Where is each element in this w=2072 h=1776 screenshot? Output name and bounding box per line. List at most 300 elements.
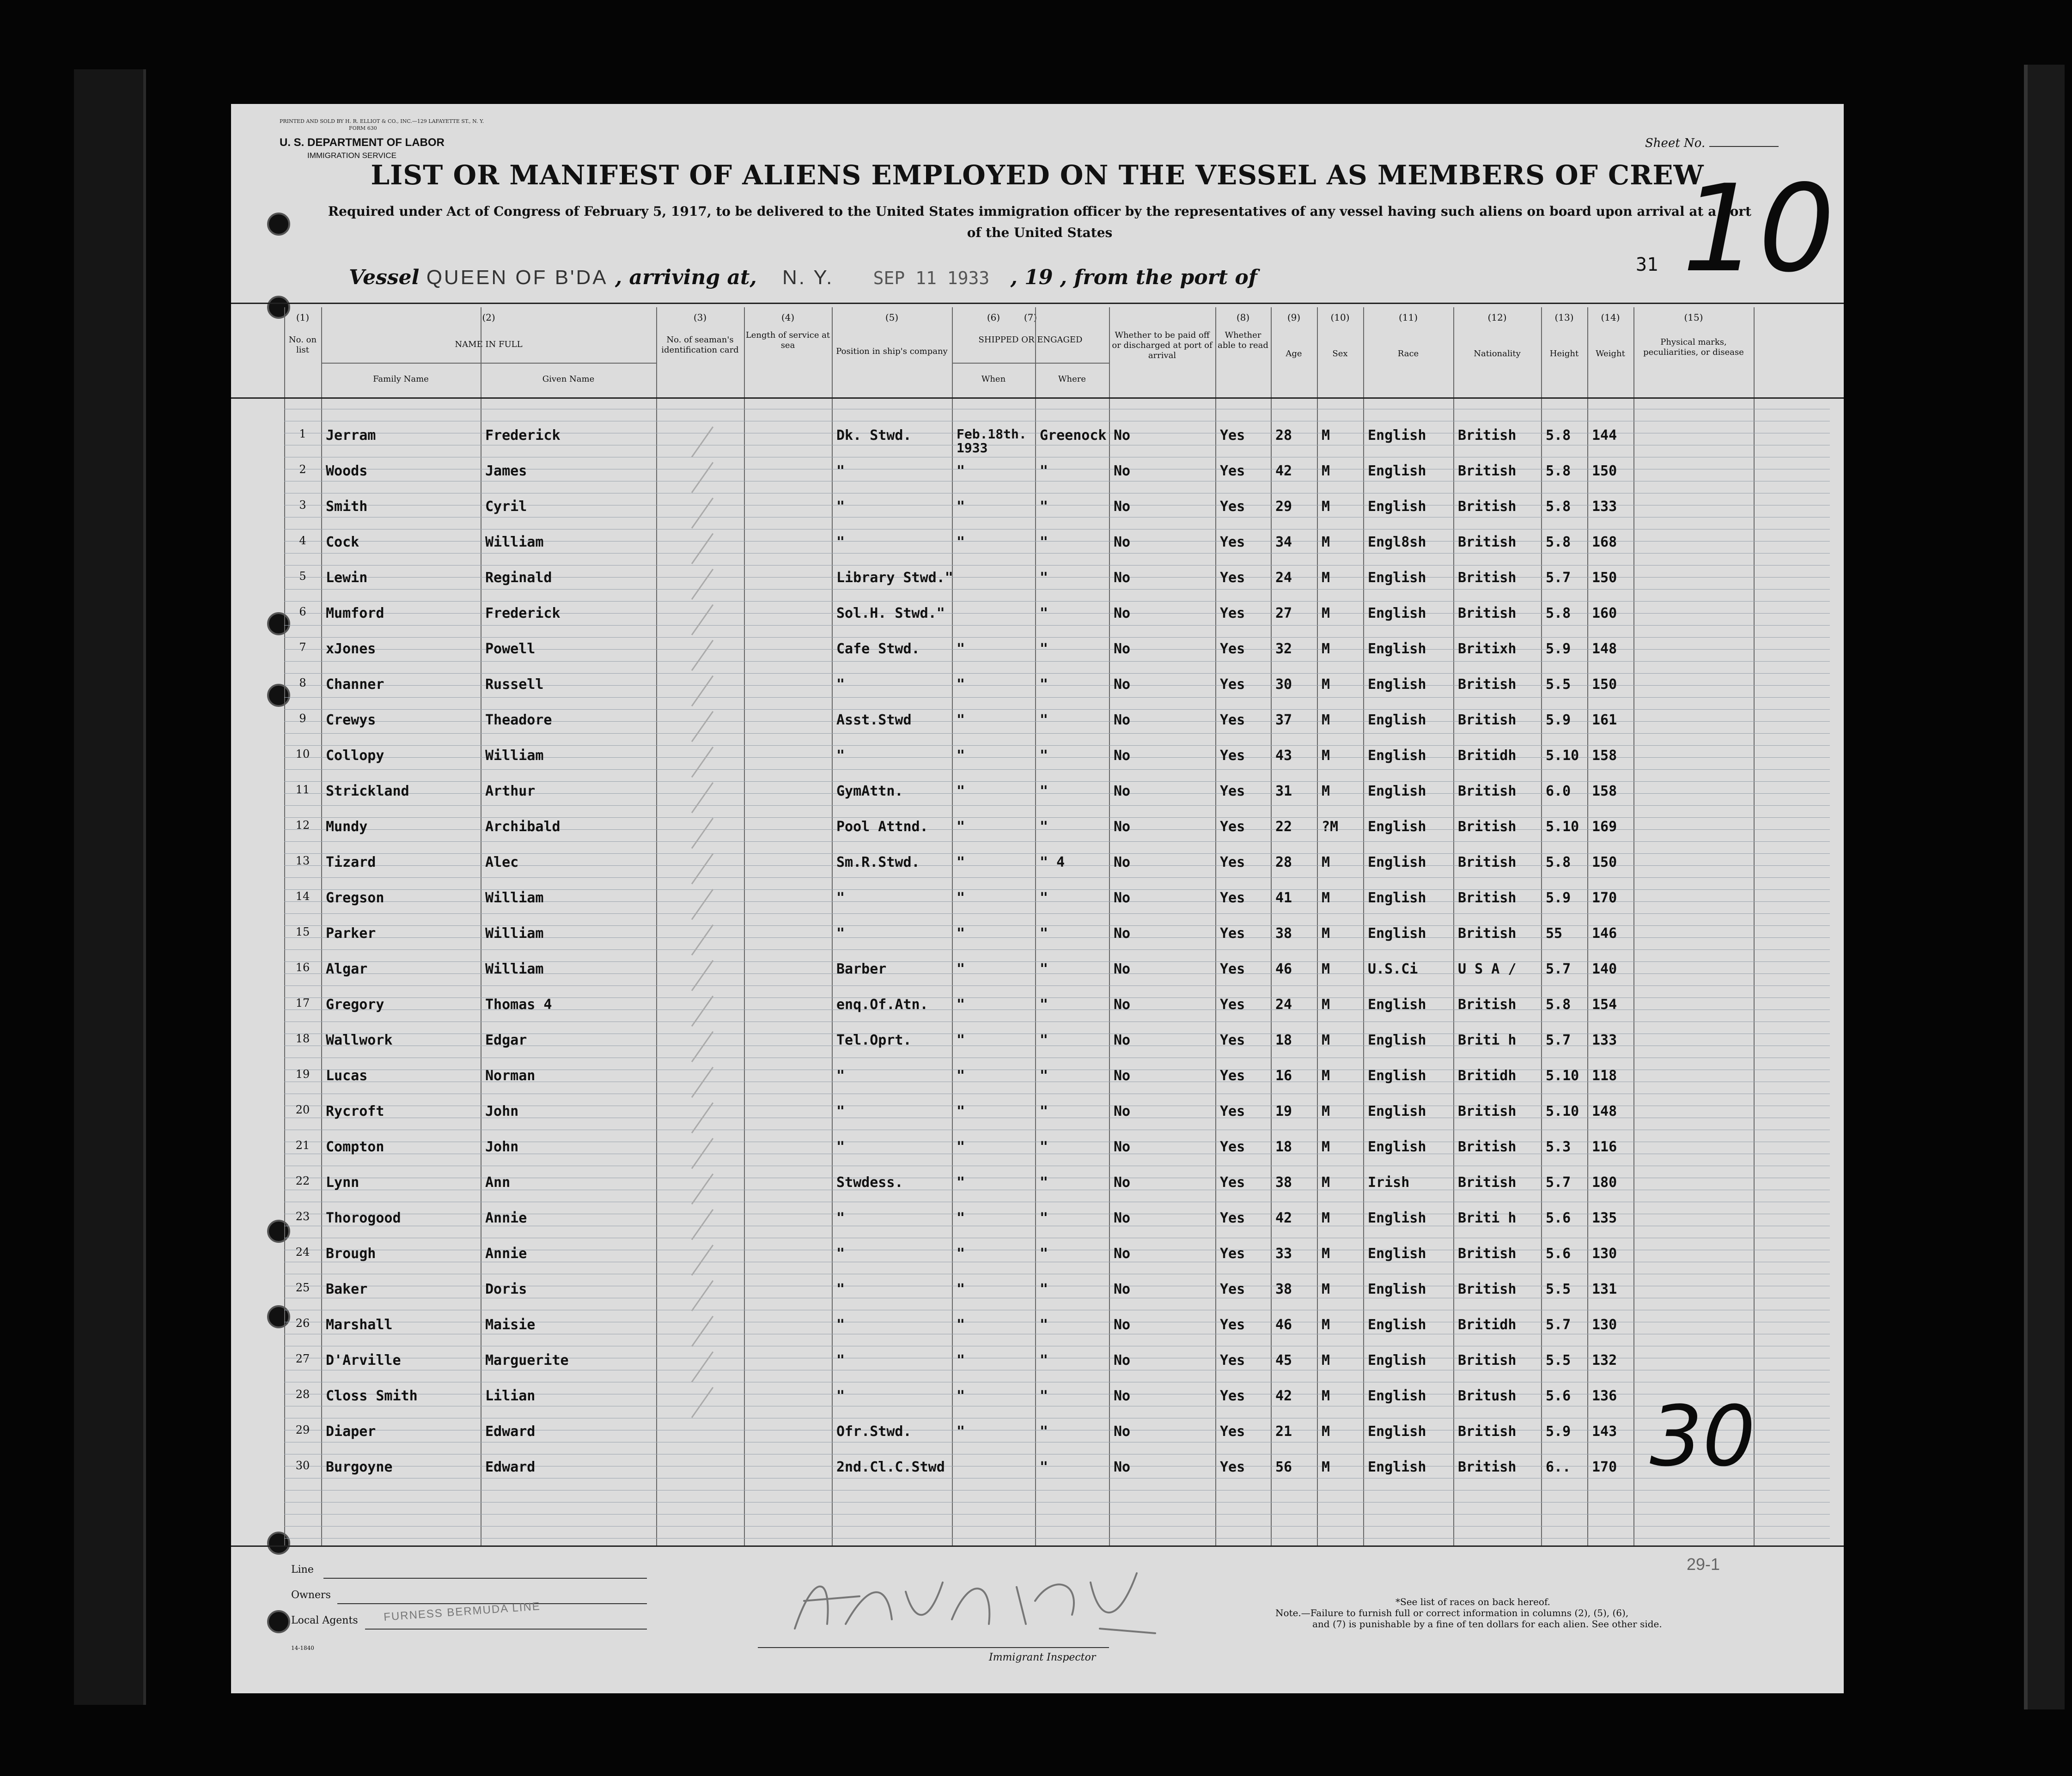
table-row xyxy=(231,1032,1844,1068)
header-no-on-list: No. on list xyxy=(288,335,317,355)
cell-given-name: Theadore xyxy=(485,712,552,728)
punch-hole xyxy=(267,1532,290,1555)
cell-read: Yes xyxy=(1220,570,1245,586)
punch-hole xyxy=(267,1610,290,1633)
cell-paid-off: No xyxy=(1114,1459,1131,1475)
cell-given-name: William xyxy=(485,534,544,550)
cell-paid-off: No xyxy=(1114,1423,1131,1440)
cell-family-name: Mundy xyxy=(326,819,368,835)
cell-age: 42 xyxy=(1275,1210,1292,1226)
column-number: (13) xyxy=(1554,312,1574,323)
corner-mark: 29-1 xyxy=(1687,1555,1720,1574)
column-number: (4) xyxy=(781,312,795,323)
inspector-signature xyxy=(776,1555,1192,1647)
cell-no: 2 xyxy=(299,463,306,476)
table-row xyxy=(231,1423,1844,1459)
cell-sex: M xyxy=(1322,427,1330,444)
arrival-port: N. Y. xyxy=(782,266,834,289)
cell-where: " xyxy=(1040,676,1048,693)
cell-family-name: Jerram xyxy=(326,427,376,444)
cell-height: 5.9 xyxy=(1546,641,1571,657)
cell-height: 5.9 xyxy=(1546,1423,1571,1440)
cell-where: " xyxy=(1040,712,1048,728)
cell-read: Yes xyxy=(1220,712,1245,728)
cell-no: 26 xyxy=(295,1317,310,1330)
footer-note-penalty-cont: and (7) is punishable by a fine of ten dollars for each alien. See other side. xyxy=(1312,1618,1662,1630)
cell-position: enq.Of.Atn. xyxy=(836,997,928,1013)
cell-given-name: Annie xyxy=(485,1246,527,1262)
cell-read: Yes xyxy=(1220,819,1245,835)
handwritten-total: 30 xyxy=(1650,1388,1756,1485)
table-row xyxy=(231,1139,1844,1174)
cell-height: 5.8 xyxy=(1546,534,1571,550)
cell-weight: 168 xyxy=(1592,534,1617,550)
cell-family-name: Woods xyxy=(326,463,368,479)
cell-weight: 158 xyxy=(1592,783,1617,799)
cell-when: " xyxy=(957,1174,965,1191)
cell-age: 30 xyxy=(1275,676,1292,693)
cell-where: " xyxy=(1040,961,1048,977)
cell-position: " xyxy=(836,1210,845,1226)
cell-sex: M xyxy=(1322,1139,1330,1155)
cell-family-name: Cock xyxy=(326,534,360,550)
table-row xyxy=(231,1388,1844,1423)
cell-paid-off: No xyxy=(1114,534,1131,550)
cell-nationality: British xyxy=(1458,1281,1517,1297)
cell-height: 5.7 xyxy=(1546,570,1571,586)
cell-where: Greenock xyxy=(1040,427,1107,444)
cell-nationality: Britidh xyxy=(1458,1317,1517,1333)
cell-paid-off: No xyxy=(1114,1139,1131,1155)
header-paid-off: Whether to be paid off or discharged at port of arrival xyxy=(1112,330,1213,360)
cell-given-name: Edward xyxy=(485,1459,536,1475)
cell-given-name: Edgar xyxy=(485,1032,527,1048)
cell-sex: M xyxy=(1322,605,1330,621)
cell-read: Yes xyxy=(1220,463,1245,479)
cell-nationality: Britidh xyxy=(1458,1068,1517,1084)
cell-position: " xyxy=(836,463,845,479)
cell-when: " xyxy=(957,1317,965,1333)
cell-given-name: Annie xyxy=(485,1210,527,1226)
cell-read: Yes xyxy=(1220,534,1245,550)
table-row xyxy=(231,1174,1844,1210)
cell-nationality: British xyxy=(1458,499,1517,515)
cell-read: Yes xyxy=(1220,961,1245,977)
cell-family-name: Tizard xyxy=(326,854,376,870)
cell-when: " xyxy=(957,1352,965,1368)
cell-family-name: D'Arville xyxy=(326,1352,401,1368)
cell-weight: 118 xyxy=(1592,1068,1617,1084)
cell-paid-off: No xyxy=(1114,1174,1131,1191)
department-name: U. S. DEPARTMENT OF LABOR xyxy=(280,136,445,149)
cell-height: 5.6 xyxy=(1546,1388,1571,1404)
cell-position: " xyxy=(836,748,845,764)
line-label: Line xyxy=(291,1564,314,1575)
column-number: (7) xyxy=(1024,312,1037,323)
form-number: FORM 630 xyxy=(349,125,377,131)
cell-read: Yes xyxy=(1220,1032,1245,1048)
cell-weight: 170 xyxy=(1592,890,1617,906)
cell-age: 24 xyxy=(1275,570,1292,586)
cell-where: " xyxy=(1040,890,1048,906)
sheet-number-label: Sheet No. xyxy=(1645,136,1706,150)
cell-where: " xyxy=(1040,605,1048,621)
cell-where: " xyxy=(1040,1281,1048,1297)
vessel-name: QUEEN OF B'DA xyxy=(426,266,608,289)
cell-read: Yes xyxy=(1220,499,1245,515)
cell-sex: M xyxy=(1322,1032,1330,1048)
cell-nationality: U S A / xyxy=(1458,961,1517,977)
cell-sex: M xyxy=(1322,1103,1330,1119)
cell-race: English xyxy=(1368,1068,1426,1084)
cell-position: " xyxy=(836,1246,845,1262)
cell-when: " xyxy=(957,961,965,977)
cell-where: " xyxy=(1040,1423,1048,1440)
header-age: Age xyxy=(1286,349,1302,359)
cell-family-name: Thorogood xyxy=(326,1210,401,1226)
cell-no: 4 xyxy=(299,534,306,547)
cell-no: 6 xyxy=(299,605,306,618)
table-row xyxy=(231,1281,1844,1317)
cell-age: 28 xyxy=(1275,854,1292,870)
column-number: (2) xyxy=(482,312,495,323)
cell-sex: M xyxy=(1322,463,1330,479)
cell-height: 5.6 xyxy=(1546,1246,1571,1262)
cell-position: Stwdess. xyxy=(836,1174,903,1191)
cell-paid-off: No xyxy=(1114,925,1131,942)
cell-position: GymAttn. xyxy=(836,783,903,799)
cell-paid-off: No xyxy=(1114,1210,1131,1226)
cell-given-name: Doris xyxy=(485,1281,527,1297)
cell-given-name: Marguerite xyxy=(485,1352,569,1368)
column-number: (3) xyxy=(693,312,707,323)
cell-height: 5.10 xyxy=(1546,1103,1579,1119)
cell-position: " xyxy=(836,1352,845,1368)
header-given-name: Given Name xyxy=(542,374,595,384)
cell-read: Yes xyxy=(1220,1068,1245,1084)
cell-no: 15 xyxy=(295,925,310,938)
cell-weight: 136 xyxy=(1592,1388,1617,1404)
cell-when: " xyxy=(957,854,965,870)
table-row xyxy=(231,1246,1844,1281)
cell-race: English xyxy=(1368,712,1426,728)
cell-given-name: John xyxy=(485,1139,519,1155)
cell-no: 5 xyxy=(299,570,306,583)
cell-sex: M xyxy=(1322,1459,1330,1475)
handwritten-sheet-number: 10 xyxy=(1682,159,1835,299)
cell-read: Yes xyxy=(1220,925,1245,942)
table-row xyxy=(231,570,1844,605)
cell-read: Yes xyxy=(1220,890,1245,906)
cell-no: 20 xyxy=(295,1103,310,1116)
cell-position: " xyxy=(836,890,845,906)
cell-age: 28 xyxy=(1275,427,1292,444)
cell-race: English xyxy=(1368,427,1426,444)
cell-no: 7 xyxy=(299,641,306,654)
cell-when: " xyxy=(957,1246,965,1262)
cell-height: 5.5 xyxy=(1546,1281,1571,1297)
cell-position: Sol.H. Stwd." xyxy=(836,605,945,621)
cell-weight: 150 xyxy=(1592,570,1617,586)
cell-read: Yes xyxy=(1220,1174,1245,1191)
cell-when: " xyxy=(957,819,965,835)
cell-where: " xyxy=(1040,997,1048,1013)
cell-age: 46 xyxy=(1275,961,1292,977)
header-length-service: Length of service at sea xyxy=(745,330,830,350)
footer-note-races: *See list of races on back hereof. xyxy=(1396,1596,1551,1607)
cell-where: " xyxy=(1040,1352,1048,1368)
cell-weight: 160 xyxy=(1592,605,1617,621)
form-number-footer: 14-1840 xyxy=(291,1645,314,1651)
cell-paid-off: No xyxy=(1114,854,1131,870)
header-where: Where xyxy=(1058,374,1086,384)
cell-read: Yes xyxy=(1220,1210,1245,1226)
cell-sex: M xyxy=(1322,925,1330,942)
header-family-name: Family Name xyxy=(373,374,429,384)
cell-family-name: Algar xyxy=(326,961,368,977)
cell-weight: 150 xyxy=(1592,463,1617,479)
cell-position: " xyxy=(836,1317,845,1333)
cell-nationality: British xyxy=(1458,997,1517,1013)
table-row xyxy=(231,534,1844,570)
cell-sex: M xyxy=(1322,1317,1330,1333)
from-port-label: , from the port of xyxy=(1060,266,1257,289)
cell-when: " xyxy=(957,1388,965,1404)
cell-race: English xyxy=(1368,890,1426,906)
cell-sex: M xyxy=(1322,748,1330,764)
header-race: Race xyxy=(1397,349,1419,359)
cell-paid-off: No xyxy=(1114,1281,1131,1297)
cell-read: Yes xyxy=(1220,1103,1245,1119)
cell-when: " xyxy=(957,925,965,942)
cell-no: 24 xyxy=(295,1246,310,1259)
cell-height: 6.0 xyxy=(1546,783,1571,799)
cell-age: 38 xyxy=(1275,1281,1292,1297)
cell-family-name: Wallwork xyxy=(326,1032,393,1048)
cell-paid-off: No xyxy=(1114,463,1131,479)
year-digits: 31 xyxy=(1636,254,1658,275)
cell-weight: 158 xyxy=(1592,748,1617,764)
table-row xyxy=(231,1210,1844,1246)
table-row xyxy=(231,499,1844,534)
cell-paid-off: No xyxy=(1114,1032,1131,1048)
table-row xyxy=(231,605,1844,641)
table-row xyxy=(231,997,1844,1032)
cell-where: " xyxy=(1040,1459,1048,1475)
column-number: (12) xyxy=(1487,312,1507,323)
cell-race: English xyxy=(1368,1423,1426,1440)
sheet-number-blank xyxy=(1709,146,1779,147)
cell-race: English xyxy=(1368,463,1426,479)
cell-sex: M xyxy=(1322,1388,1330,1404)
cell-paid-off: No xyxy=(1114,1388,1131,1404)
cell-family-name: Marshall xyxy=(326,1317,393,1333)
cell-position: " xyxy=(836,1281,845,1297)
manifest-sheet xyxy=(231,104,1844,1693)
cell-where: " xyxy=(1040,748,1048,764)
cell-read: Yes xyxy=(1220,1423,1245,1440)
header-nationality: Nationality xyxy=(1474,349,1521,359)
cell-weight: 150 xyxy=(1592,676,1617,693)
cell-paid-off: No xyxy=(1114,641,1131,657)
cell-paid-off: No xyxy=(1114,1317,1131,1333)
table-bottom-rule xyxy=(231,1545,1844,1547)
cell-race: Irish xyxy=(1368,1174,1410,1191)
cell-read: Yes xyxy=(1220,1281,1245,1297)
cell-age: 34 xyxy=(1275,534,1292,550)
cell-no: 12 xyxy=(295,819,310,832)
cell-age: 37 xyxy=(1275,712,1292,728)
cell-family-name: Baker xyxy=(326,1281,368,1297)
cell-height: 5.8 xyxy=(1546,997,1571,1013)
cell-no: 28 xyxy=(295,1388,310,1401)
cell-paid-off: No xyxy=(1114,499,1131,515)
cell-paid-off: No xyxy=(1114,676,1131,693)
cell-paid-off: No xyxy=(1114,1246,1131,1262)
cell-family-name: Parker xyxy=(326,925,376,942)
printer-line: PRINTED AND SOLD BY H. R. ELLIOT & CO., INC.—129 LAFAYETTE ST., N. Y. xyxy=(280,118,484,124)
cell-nationality: British xyxy=(1458,676,1517,693)
cell-where: " xyxy=(1040,819,1048,835)
cell-position: Asst.Stwd xyxy=(836,712,912,728)
column-number: (8) xyxy=(1236,312,1250,323)
cell-race: English xyxy=(1368,783,1426,799)
cell-age: 22 xyxy=(1275,819,1292,835)
cell-given-name: William xyxy=(485,961,544,977)
cell-paid-off: No xyxy=(1114,997,1131,1013)
cell-height: 5.10 xyxy=(1546,819,1579,835)
cell-height: 5.10 xyxy=(1546,1068,1579,1084)
agents-stamp: FURNESS BERMUDA LINE xyxy=(383,1600,541,1624)
cell-age: 56 xyxy=(1275,1459,1292,1475)
cell-when: " xyxy=(957,1068,965,1084)
cell-height: 5.8 xyxy=(1546,463,1571,479)
cell-given-name: Powell xyxy=(485,641,536,657)
inspector-signature-line xyxy=(758,1647,1109,1648)
cell-weight: 130 xyxy=(1592,1317,1617,1333)
cell-height: 5.9 xyxy=(1546,890,1571,906)
cell-position: " xyxy=(836,499,845,515)
cell-paid-off: No xyxy=(1114,1103,1131,1119)
cell-height: 5.5 xyxy=(1546,1352,1571,1368)
cell-where: " xyxy=(1040,1388,1048,1404)
cell-paid-off: No xyxy=(1114,961,1131,977)
cell-read: Yes xyxy=(1220,427,1245,444)
cell-nationality: British xyxy=(1458,712,1517,728)
cell-weight: 130 xyxy=(1592,1246,1617,1262)
cell-paid-off: No xyxy=(1114,605,1131,621)
cell-position: " xyxy=(836,1139,845,1155)
cell-given-name: Thomas 4 xyxy=(485,997,552,1013)
header-marks: Physical marks, peculiarities, or disease xyxy=(1643,337,1744,357)
cell-no: 8 xyxy=(299,676,306,689)
cell-family-name: xJones xyxy=(326,641,376,657)
cell-nationality: Briti h xyxy=(1458,1032,1517,1048)
line-field xyxy=(323,1578,647,1579)
cell-sex: ?M xyxy=(1322,819,1339,835)
cell-weight: 133 xyxy=(1592,1032,1617,1048)
cell-weight: 133 xyxy=(1592,499,1617,515)
cell-nationality: Britixh xyxy=(1458,641,1517,657)
cell-race: English xyxy=(1368,1032,1426,1048)
cell-height: 5.7 xyxy=(1546,961,1571,977)
cell-position: " xyxy=(836,925,845,942)
cell-family-name: Compton xyxy=(326,1139,384,1155)
cell-given-name: Edward xyxy=(485,1423,536,1440)
vessel-line xyxy=(349,266,1257,289)
cell-given-name: Alec xyxy=(485,854,519,870)
cell-where: " xyxy=(1040,1068,1048,1084)
cell-read: Yes xyxy=(1220,854,1245,870)
cell-age: 18 xyxy=(1275,1032,1292,1048)
cell-paid-off: No xyxy=(1114,570,1131,586)
cell-position: Ofr.Stwd. xyxy=(836,1423,912,1440)
cell-sex: M xyxy=(1322,1281,1330,1297)
cell-when: " xyxy=(957,890,965,906)
printer-imprint xyxy=(280,118,484,132)
cell-weight: 135 xyxy=(1592,1210,1617,1226)
cell-race: English xyxy=(1368,570,1426,586)
cell-read: Yes xyxy=(1220,605,1245,621)
cell-when: " xyxy=(957,463,965,479)
cell-age: 29 xyxy=(1275,499,1292,515)
cell-nationality: British xyxy=(1458,427,1517,444)
cell-position: Cafe Stwd. xyxy=(836,641,920,657)
cell-no: 22 xyxy=(295,1174,310,1187)
table-row xyxy=(231,925,1844,961)
cell-family-name: Smith xyxy=(326,499,368,515)
punch-hole xyxy=(267,213,290,236)
cell-paid-off: No xyxy=(1114,427,1131,444)
cell-sex: M xyxy=(1322,534,1330,550)
cell-given-name: Frederick xyxy=(485,605,561,621)
cell-no: 14 xyxy=(295,890,310,903)
cell-given-name: Reginald xyxy=(485,570,552,586)
cell-where: " xyxy=(1040,463,1048,479)
cell-family-name: Mumford xyxy=(326,605,384,621)
cell-read: Yes xyxy=(1220,1139,1245,1155)
cell-no: 25 xyxy=(295,1281,310,1294)
ledger-line xyxy=(284,1538,1830,1539)
cell-race: English xyxy=(1368,1210,1426,1226)
cell-family-name: Brough xyxy=(326,1246,376,1262)
table-row xyxy=(231,1068,1844,1103)
cell-weight: 146 xyxy=(1592,925,1617,942)
cell-weight: 169 xyxy=(1592,819,1617,835)
cell-sex: M xyxy=(1322,499,1330,515)
column-number: (15) xyxy=(1684,312,1703,323)
cell-nationality: British xyxy=(1458,1246,1517,1262)
cell-position: Pool Attnd. xyxy=(836,819,928,835)
table-row xyxy=(231,819,1844,854)
cell-no: 30 xyxy=(295,1459,310,1472)
cell-height: 5.10 xyxy=(1546,748,1579,764)
cell-no: 23 xyxy=(295,1210,310,1223)
cell-family-name: Gregory xyxy=(326,997,384,1013)
cell-nationality: British xyxy=(1458,1423,1517,1440)
service-name: IMMIGRATION SERVICE xyxy=(307,151,397,160)
cell-given-name: Frederick xyxy=(485,427,561,444)
vessel-label: Vessel xyxy=(349,266,420,289)
cell-given-name: Maisie xyxy=(485,1317,536,1333)
cell-family-name: Strickland xyxy=(326,783,409,799)
binder-left-edge xyxy=(74,69,146,1705)
cell-age: 24 xyxy=(1275,997,1292,1013)
cell-nationality: British xyxy=(1458,605,1517,621)
column-number: (6) xyxy=(987,312,1000,323)
cell-race: Engl8sh xyxy=(1368,534,1426,550)
cell-sex: M xyxy=(1322,570,1330,586)
